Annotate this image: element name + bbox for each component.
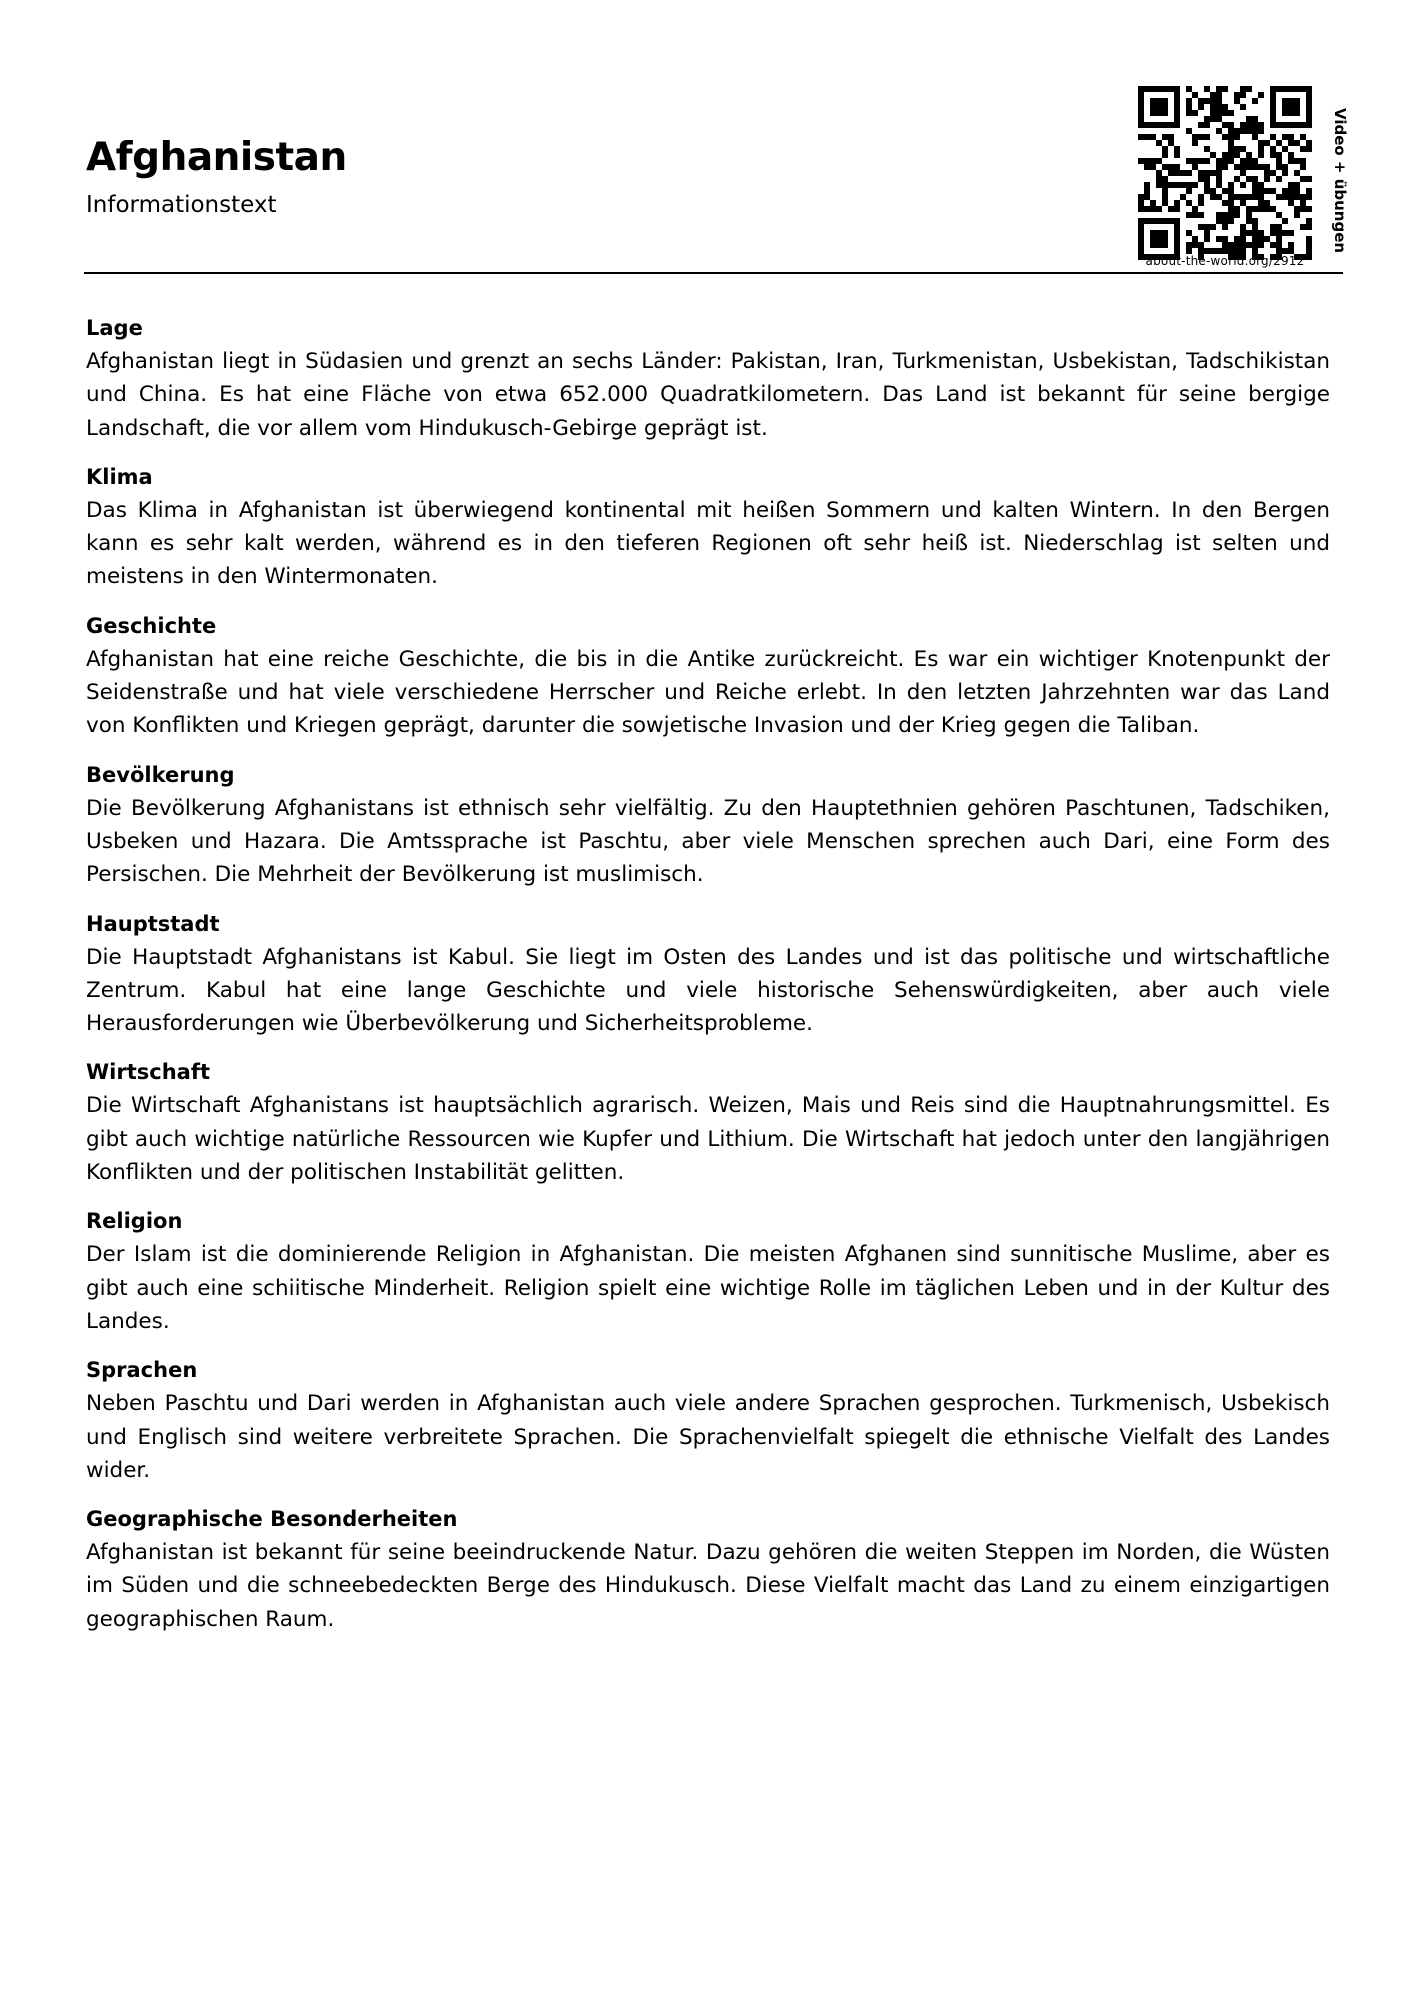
- section-heading: Sprachen: [86, 1358, 198, 1383]
- section-heading: Wirtschaft: [86, 1060, 211, 1085]
- qr-code[interactable]: [1137, 85, 1313, 261]
- page-subtitle: Informationstext: [86, 192, 277, 218]
- section-lage: [86, 312, 1330, 445]
- section-heading: Lage: [86, 316, 143, 340]
- header-divider: [84, 272, 1343, 274]
- document-body: [86, 312, 1330, 1652]
- section-text: Die Wirtschaft Afghanistans ist hauptsächlich agrarisch. Weizen, Mais und Reis sind die Hauptnahrungsmittel. Es gibt auch wichtige natürliche Ressourcen wie Kupfer und Lithium. Die Wirtschaft hat jedoch unter den langjährigen Konflikten und der politischen Instabilität gelitten.: [86, 1093, 1330, 1186]
- page-title: Afghanistan: [86, 135, 347, 180]
- section-text: Das Klima in Afghanistan ist überwiegend kontinental mit heißen Sommern und kalten Wintern. In den Bergen kann es sehr kalt werden, während es in den tieferen Regionen oft sehr heiß ist. Niederschlag ist selten und meistens in den Wintermonaten.: [86, 497, 1330, 590]
- section-heading: Religion: [86, 1209, 183, 1234]
- section-text: Afghanistan liegt in Südasien und grenzt an sechs Länder: Pakistan, Iran, Turkmenistan, Usbekistan, Tadschikistan und China. Es hat eine Fläche von etwa 652.000 Quadratkilometern. Das Land ist bekannt für seine bergige Landschaft, die vor allem vom Hindukusch-Gebirge geprägt ist.: [86, 349, 1330, 441]
- section-bevoelkerung: [86, 759, 1330, 892]
- section-geschichte: [86, 610, 1330, 743]
- section-klima: [86, 461, 1330, 594]
- section-text: Afghanistan ist bekannt für seine beeindruckende Natur. Dazu gehören die weiten Steppen im Norden, die Wüsten im Süden und die schneebedeckten Berge des Hindukusch. Diese Vielfalt macht das Land zu einem einzigartigen geographischen Raum.: [86, 1540, 1330, 1632]
- qr-url[interactable]: about-the-world.org/2912: [1145, 254, 1305, 268]
- section-heading: Hauptstadt: [86, 911, 220, 936]
- section-religion: [86, 1205, 1330, 1338]
- section-sprachen: [86, 1354, 1330, 1487]
- section-heading: Geographische Besonderheiten: [86, 1507, 458, 1532]
- section-text: Afghanistan hat eine reiche Geschichte, die bis in die Antike zurückreicht. Es war ein wichtiger Knotenpunkt der Seidenstraße und hat viele verschiedene Herrscher und Reiche erlebt. In den letzten Jahrzehnten war das Land von Konflikten und Kriegen geprägt, darunter die sowjetische Invasion und der Krieg gegen die Taliban.: [86, 646, 1330, 739]
- section-text: Die Hauptstadt Afghanistans ist Kabul. Sie liegt im Osten des Landes und ist das politische und wirtschaftliche Zentrum. Kabul hat eine lange Geschichte und viele historische Sehenswürdigkeiten, aber auch viele Herausforderungen wie Überbevölkerung und Sicherheitsprobleme.: [86, 944, 1330, 1037]
- section-hauptstadt: [86, 908, 1330, 1041]
- section-heading: Bevölkerung: [86, 762, 235, 787]
- section-text: Die Bevölkerung Afghanistans ist ethnisch sehr vielfältig. Zu den Hauptethnien gehören Paschtunen, Tadschiken, Usbeken und Hazara. Die Amtssprache ist Paschtu, aber viele Menschen sprechen auch Dari, eine Form des Persischen. Die Mehrheit der Bevölkerung ist muslimisch.: [86, 795, 1330, 888]
- section-heading: Geschichte: [86, 613, 217, 638]
- section-text: Der Islam ist die dominierende Religion in Afghanistan. Die meisten Afghanen sind sunnitische Muslime, aber es gibt auch eine schiitische Minderheit. Religion spielt eine wichtige Rolle im täglichen Leben und in der Kultur des Landes.: [86, 1242, 1330, 1334]
- section-wirtschaft: [86, 1056, 1330, 1189]
- section-text: Neben Paschtu und Dari werden in Afghanistan auch viele andere Sprachen gesprochen. Turkmenisch, Usbekisch und Englisch sind weitere verbreitete Sprachen. Die Sprachenvielfalt spiegelt die ethnische Vielfalt des Landes wider.: [86, 1391, 1330, 1483]
- section-heading: Klima: [86, 464, 153, 489]
- section-geographische-besonderheiten: [86, 1503, 1330, 1636]
- qr-side-label: Video + übungen: [1331, 108, 1349, 254]
